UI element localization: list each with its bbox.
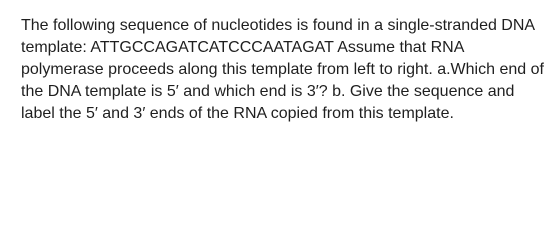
question-text: The following sequence of nucleotides is found in a single-stranded DNA template: ATTGCCAGATCATCCCAATAGAT Assume that RNA polymerase proceeds along this template from left to right. a.Which end of the DNA template is 5′ and which end is 3′? b. Give the sequence and label the 5′ and 3′ ends of the RNA copied from this template.	[21, 17, 544, 122]
